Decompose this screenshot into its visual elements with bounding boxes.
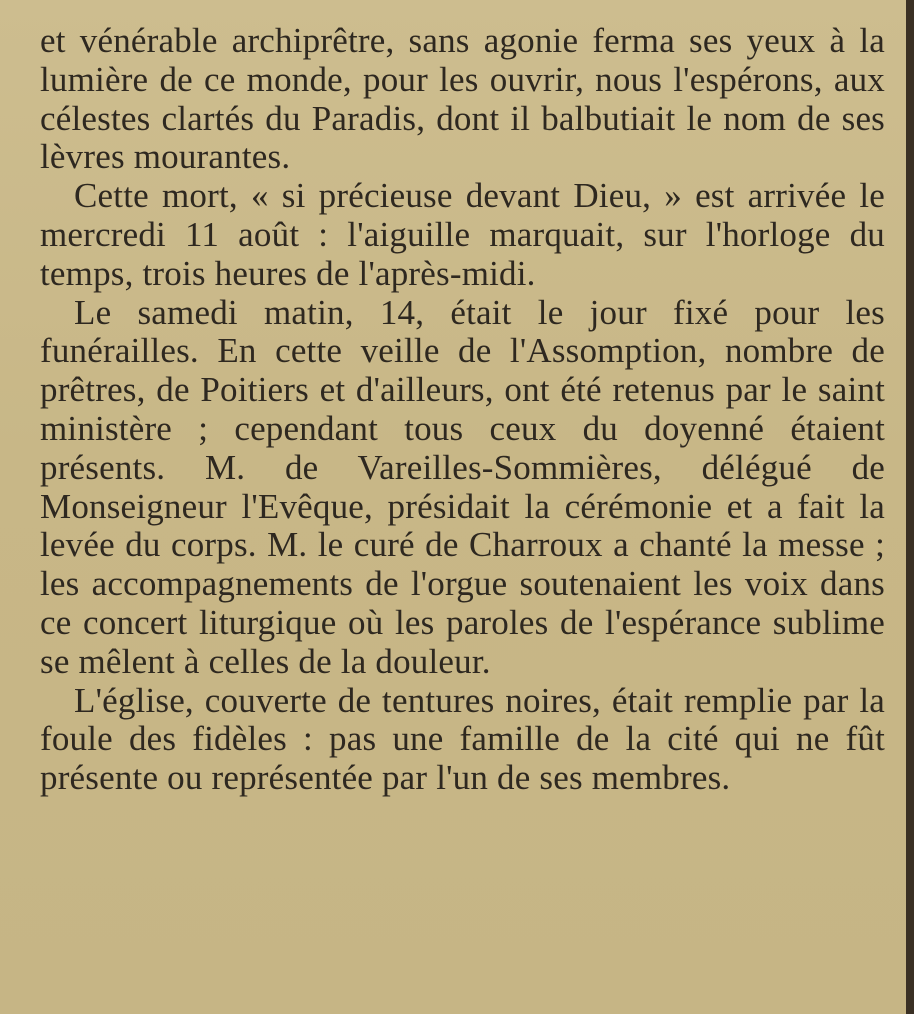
paragraph-3: Le samedi matin, 14, était le jour fixé pour les funérailles. En cette veille de l'Assomption, nombre de prêtres, de Poitiers et d'ailleurs, ont été retenus par le saint ministère ; cependant tous ceux du doyenné étaient présents. M. de Vareilles-Sommières, délégué de Monseigneur l'Evêque, présidait la cérémonie et a fait la levée du corps. M. le curé de Charroux a chanté la messe ; les accompagnements de l'orgue soutenaient les voix dans ce concert liturgique où les paroles de l'espérance sublime se mêlent à celles de la douleur. (40, 292, 885, 681)
article-text (40, 22, 885, 798)
paragraph-2: Cette mort, « si précieuse devant Dieu, » est arrivée le mercredi 11 août : l'aiguille marquait, sur l'horloge du temps, trois heures de l'après-midi. (40, 176, 885, 293)
paragraph-4: L'église, couverte de tentures noires, était remplie par la foule des fidèles : pas une famille de la cité qui ne fût présente ou représentée par l'un de ses membres. (40, 680, 885, 798)
page-edge (906, 0, 914, 1014)
paragraph-1: et vénérable archiprêtre, sans agonie ferma ses yeux à la lumière de ce monde, pour les ouvrir, nous l'espérons, aux célestes clartés du Paradis, dont il balbutiait le nom de ses lèvres mourantes. (40, 21, 885, 177)
